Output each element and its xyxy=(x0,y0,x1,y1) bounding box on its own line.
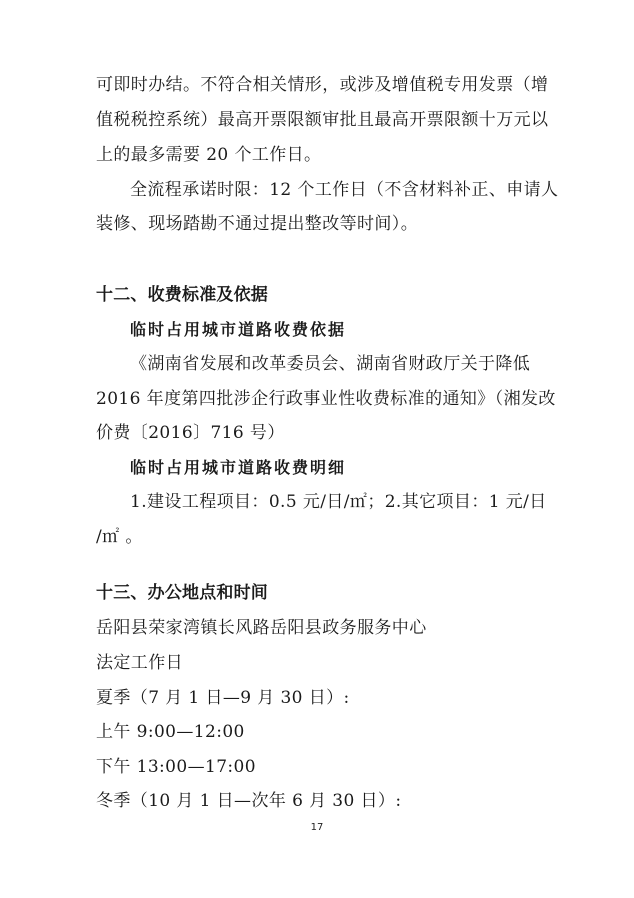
fee-detail-heading: 临时占用城市道路收费明细 xyxy=(130,458,347,477)
processing-text-line-2: 值税税控系统）最高开票限额审批且最高开票限额十万元以 xyxy=(96,110,549,130)
section-13-heading: 十三、办公地点和时间 xyxy=(96,583,268,603)
fee-basis-text-line-2: 2016 年度第四批涉企行政事业性收费标准的通知》（湘发改 xyxy=(96,389,556,409)
page-number: 17 xyxy=(310,822,324,833)
fee-basis-text-line-3: 价费〔2016〕716 号） xyxy=(96,423,285,443)
section-12-heading: 十二、收费标准及依据 xyxy=(96,285,268,305)
winter-period: 冬季（10 月 1 日—次年 6 月 30 日）: xyxy=(96,791,402,811)
fee-basis-heading: 临时占用城市道路收费依据 xyxy=(130,320,347,339)
summer-morning-hours: 上午 9:00—12:00 xyxy=(96,722,245,742)
fee-detail-text-line-2: /㎡ 。 xyxy=(96,527,143,547)
commitment-text-line-1: 全流程承诺时限：12 个工作日（不含材料补正、申请人 xyxy=(130,180,559,200)
processing-text-line-3: 上的最多需要 20 个工作日。 xyxy=(96,145,322,165)
fee-basis-text-line-1: 《湖南省发展和改革委员会、湖南省财政厅关于降低 xyxy=(130,354,531,374)
summer-afternoon-hours: 下午 13:00—17:00 xyxy=(96,757,256,777)
commitment-text-line-2: 装修、现场踏勘不通过提出整改等时间）。 xyxy=(96,214,419,234)
fee-detail-text-line-1: 1.建设工程项目：0.5 元/日/㎡；2.其它项目：1 元/日 xyxy=(130,492,547,512)
processing-text-line-1: 可即时办结。不符合相关情形，或涉及增值税专用发票（增 xyxy=(96,75,549,95)
office-address: 岳阳县荣家湾镇长风路岳阳县政务服务中心 xyxy=(96,618,427,638)
workday-label: 法定工作日 xyxy=(96,653,183,673)
summer-period: 夏季（7 月 1 日—9 月 30 日）: xyxy=(96,688,350,708)
